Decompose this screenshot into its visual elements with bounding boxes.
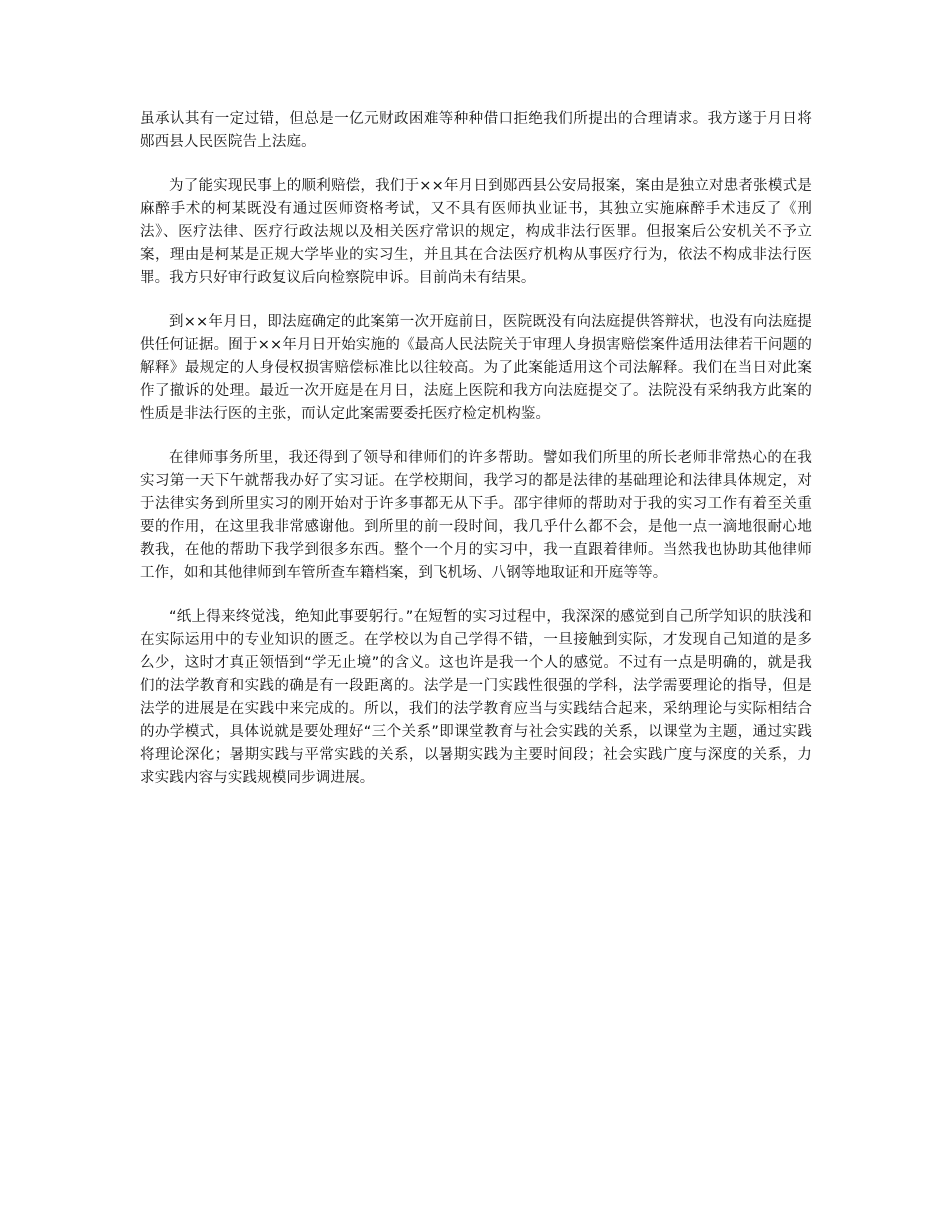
document-body: [140, 108, 812, 811]
paragraph-5: “纸上得来终觉浅，绝知此事要躬行。”在短暂的实习过程中，我深深的感觉到自己所学知识的肤浅和在实际运用中的专业知识的匮乏。在学校以为自己学得不错，一旦接触到实际，才发现自己知道的是多么少，这时才真正领悟到“学无止境”的含义。这也许是我一个人的感觉。不过有一点是明确的，就是我们的法学教育和实践的确是有一段距离的。法学是一门实践性很强的学科，法学需要理论的指导，但是法学的进展是在实践中来完成的。所以，我们的法学教育应当与实践结合起来，采纳理论与实际相结合的办学模式，具体说就是要处理好“三个关系”即课堂教育与社会实践的关系，以课堂为主题，通过实践将理论深化；暑期实践与平常实践的关系，以暑期实践为主要时间段；社会实践广度与深度的关系，力求实践内容与实践规模同步调进展。: [140, 609, 812, 786]
paragraph-1: 虽承认其有一定过错，但总是一亿元财政困难等种种借口拒绝我们所提出的合理请求。我方遂于月日将郧西县人民医院告上法庭。: [140, 111, 812, 150]
paragraph-2: 为了能实现民事上的顺利赔偿，我们于××年月日到郧西县公安局报案，案由是独立对患者张模式是麻醉手术的柯某既没有通过医师资格考试，又不具有医师执业证书，其独立实施麻醉手术违反了《刑法》、医疗法律、医疗行政法规以及相关医疗常识的规定，构成非法行医罪。但报案后公安机关不予立案，理由是柯某是正规大学毕业的实习生，并且其在合法医疗机构从事医疗行为，依法不构成非法行医罪。我方只好审行政复议后向检察院申诉。目前尚未有结果。: [140, 178, 812, 286]
paragraph-4: 在律师事务所里，我还得到了领导和律师们的许多帮助。譬如我们所里的所长老师非常热心的在我实习第一天下午就帮我办好了实习证。在学校期间，我学习的都是法律的基础理论和法律具体规定，对于法律实务到所里实习的刚开始对于许多事都无从下手。邵宇律师的帮助对于我的实习工作有着至关重要的作用，在这里我非常感谢他。到所里的前一段时间，我几乎什么都不会，是他一点一滴地很耐心地教我，在他的帮助下我学到很多东西。整个一个月的实习中，我一直跟着律师。当然我也协助其他律师工作，如和其他律师到车管所查车籍档案，到飞机场、八钢等地取证和开庭等等。: [140, 450, 812, 581]
paragraph-3: 到××年月日，即法庭确定的此案第一次开庭前日，医院既没有向法庭提供答辩状，也没有向法庭提供任何证据。囿于××年月日开始实施的《最高人民法院关于审理人身损害赔偿案件适用法律若干问题的解释》最规定的人身侵权损害赔偿标准比以往较高。为了此案能适用这个司法解释。我们在当日对此案作了撤诉的处理。最近一次开庭是在月日，法庭上医院和我方向法庭提交了。法院没有采纳我方此案的性质是非法行医的主张，而认定此案需要委托医疗检定机构鉴。: [140, 314, 812, 422]
